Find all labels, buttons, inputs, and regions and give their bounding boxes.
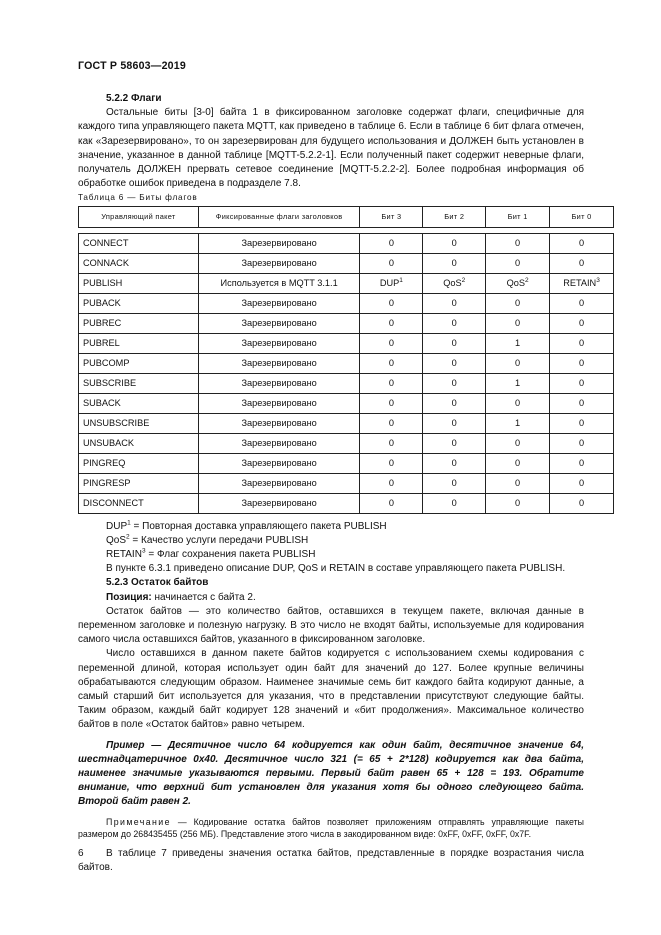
section-heading-5-2-3: 5.2.3 Остаток байтов (106, 577, 209, 589)
cell-value: PUBCOMP (83, 358, 130, 369)
footnote-reference: В пункте 6.3.1 приведено описание DUP, QoS и RETAIN в составе управляющего пакета PUBLISH. (106, 563, 566, 575)
table-cell (360, 393, 423, 413)
table-cell (550, 233, 614, 253)
table-cell (486, 353, 550, 373)
note-paragraph (78, 816, 584, 841)
table-row (79, 453, 614, 473)
table-cell (79, 393, 199, 413)
table-cell (360, 273, 423, 293)
cell-value: 0 (515, 318, 521, 329)
table-cell (360, 373, 423, 393)
remaining-length-paragraph-2: Число оставшихся в данном пакете байтов кодируется с использованием схемы кодирования с переменной длиной, которая использует один байт для значений до 127. Более крупные величины обрабатываются следующим образом. Наименее значимые семь бит каждого байта кодируют данные, а самый старший бит используется для указания, что в представлении присутствуют следующие байты. Таким образом, каждый байт кодирует 128 значений и «бит продолжения». Максимальное количество байтов в поле «Остаток байтов» равно четырем. (78, 648, 584, 731)
table-caption: Таблица 6 — Биты флагов (78, 193, 198, 203)
table-cell (198, 273, 360, 293)
cell-value: DUP (379, 278, 400, 289)
position-label: Позиция: (106, 591, 152, 603)
flags-paragraph: Остальные биты [3-0] байта 1 в фиксированном заголовке содержат флаги, специфичные для каждого типа управляющего пакета MQTT, как приведено в таблице 6. Если в таблице 6 бит флага отмечен, как «Зарезервировано», то он зарезервирован для будущего использования и ДОЛЖЕН быть установлен в значение, указанное в данной таблице [MQTT-5.2.2-1]. Если полученный пакет содержит неверные флаги, получатель ДОЛЖЕН прервать сетевое соединение [MQTT-5.2.2-2]. Более подробная информация об обработке ошибок приведена в подразделе 7.8. (78, 107, 584, 190)
cell-value: 1 (515, 378, 521, 389)
cell-value: 0 (578, 418, 585, 429)
table-cell (550, 273, 614, 293)
cell-value: 0 (388, 378, 394, 389)
footnote-sup: 2 (126, 533, 130, 541)
cell-value: SUBSCRIBE (83, 378, 137, 389)
table-cell (423, 353, 486, 373)
cell-value: 0 (388, 498, 394, 509)
cell-value: Зарезервировано (241, 398, 317, 409)
table-cell (550, 353, 614, 373)
table-cell (79, 493, 199, 513)
footnote-term: QoS (106, 534, 127, 546)
cell-value: 0 (515, 238, 521, 249)
table-row (79, 313, 614, 333)
table-cell (79, 253, 199, 273)
page-content (78, 92, 600, 875)
table-cell (360, 233, 423, 253)
cell-value: Зарезервировано (241, 478, 317, 489)
footnote-text: = Флаг сохранения пакета PUBLISH (145, 549, 316, 561)
cell-value: PUBLISH (83, 278, 123, 289)
table-cell (198, 473, 360, 493)
table-row (79, 273, 614, 293)
table-cell (360, 353, 423, 373)
remaining-length-paragraph-3: В таблице 7 приведены значения остатка байтов, представленные в порядке возрастания числа байтов. (78, 847, 584, 873)
cell-value: 0 (451, 418, 457, 429)
table-cell (198, 253, 360, 273)
flags-table (78, 206, 614, 514)
cell-value: QoS (443, 278, 462, 289)
cell-value: 0 (388, 438, 394, 449)
cell-value: 0 (515, 478, 521, 489)
header-cell: Управляющий пакет (79, 206, 199, 227)
cell-value: 0 (451, 258, 457, 269)
table-cell (198, 413, 360, 433)
header-cell: Бит 3 (360, 206, 423, 227)
note-label: Примечание (106, 816, 171, 827)
cell-value: 0 (388, 418, 394, 429)
table-cell (550, 473, 614, 493)
table-cell (360, 313, 423, 333)
table-body (79, 233, 614, 513)
table-row (79, 353, 614, 373)
table-cell (79, 233, 199, 253)
table-cell (360, 433, 423, 453)
cell-value: 0 (388, 318, 394, 329)
table-cell (79, 413, 199, 433)
table-row (79, 373, 614, 393)
cell-value: 0 (578, 298, 585, 309)
cell-value: PUBACK (83, 298, 121, 309)
cell-value: 0 (578, 498, 585, 509)
table-cell (550, 253, 614, 273)
cell-value: 0 (578, 258, 585, 269)
table-cell (486, 233, 550, 253)
section-heading-5-2-2: 5.2.2 Флаги (106, 93, 162, 104)
cell-value: 0 (451, 438, 457, 449)
table-cell (486, 393, 550, 413)
table-cell (79, 293, 199, 313)
cell-value: 0 (451, 298, 457, 309)
table-row (79, 393, 614, 413)
cell-value: Зарезервировано (241, 378, 317, 389)
table-header-row (79, 206, 614, 227)
cell-value: 0 (515, 498, 521, 509)
table-cell (486, 453, 550, 473)
table-cell (198, 313, 360, 333)
table-row (79, 493, 614, 513)
table-cell (423, 293, 486, 313)
footnote-marker: 2 (524, 276, 529, 284)
table-cell (79, 353, 199, 373)
position-line (106, 591, 584, 605)
table-cell (360, 453, 423, 473)
cell-value: Зарезервировано (241, 438, 317, 449)
table-cell (486, 273, 550, 293)
table-cell (486, 333, 550, 353)
cell-value: 0 (451, 378, 457, 389)
position-text: начинается с байта 2. (151, 591, 256, 603)
cell-value: UNSUBSCRIBE (83, 418, 150, 429)
header-cell: Бит 0 (550, 206, 614, 227)
cell-value: QoS (506, 278, 525, 289)
cell-value: Зарезервировано (241, 298, 317, 309)
table-cell (423, 373, 486, 393)
table-cell (360, 473, 423, 493)
table-row (79, 293, 614, 313)
table-row (79, 433, 614, 453)
table-cell (198, 233, 360, 253)
table-cell (360, 293, 423, 313)
cell-value: 0 (578, 238, 585, 249)
table-cell (423, 233, 486, 253)
table-cell (486, 473, 550, 493)
table-cell (79, 453, 199, 473)
table-cell (550, 333, 614, 353)
table-row (79, 413, 614, 433)
document-id: ГОСТ Р 58603—2019 (78, 60, 186, 72)
cell-value: Зарезервировано (241, 418, 317, 429)
cell-value: 0 (515, 458, 521, 469)
remaining-length-paragraph-1: Остаток байтов — это количество байтов, оставшихся в текущем пакете, включая данные в переменном заголовке и полезную нагрузку. В это число не входят байты, используемые для кодирования самого числа оставшихся байтов, указанного в фиксированном заголовке. (78, 605, 584, 646)
cell-value: PUBREL (83, 338, 120, 349)
example-paragraph: Пример — Десятичное число 64 кодируется как один байт, десятичное значение 64, шестнадцатеричное 0x40. Десятичное число 321 (= 65 + 2*128) кодируется как два байта, наименее значимые указываются первыми. Первый байт равен 65 + 128 = 193. Обратите внимание, что верхний бит установлен для указания хотя бы одного следующего байта. Второй байт равен 2. (78, 739, 584, 808)
footnote-sup: 3 (141, 547, 146, 555)
footnote-term: RETAIN (106, 549, 142, 561)
table-cell (423, 333, 486, 353)
footnote-marker: 2 (461, 276, 466, 284)
footnote-marker: 1 (399, 276, 403, 284)
table-cell (198, 353, 360, 373)
footnote-qos (106, 534, 584, 548)
table-cell (423, 253, 486, 273)
cell-value: 0 (451, 318, 457, 329)
table-cell (486, 313, 550, 333)
table-cell (550, 413, 614, 433)
cell-value: CONNECT (83, 238, 129, 249)
table-cell (550, 493, 614, 513)
table-cell (79, 433, 199, 453)
cell-value: 0 (451, 338, 457, 349)
table-cell (550, 293, 614, 313)
table-cell (79, 333, 199, 353)
footnote-dup (106, 520, 584, 534)
cell-value: SUBACK (83, 398, 121, 409)
cell-value: 0 (388, 258, 394, 269)
cell-value: Зарезервировано (241, 258, 317, 269)
table-cell (550, 393, 614, 413)
table-cell (550, 313, 614, 333)
cell-value: 0 (451, 398, 457, 409)
cell-value: 0 (451, 478, 457, 489)
cell-value: Зарезервировано (241, 238, 317, 249)
cell-value: 0 (388, 338, 394, 349)
table-cell (486, 293, 550, 313)
cell-value: 0 (578, 438, 585, 449)
cell-value: 0 (515, 398, 521, 409)
cell-value: CONNACK (83, 258, 129, 269)
cell-value: Зарезервировано (241, 458, 317, 469)
table-cell (550, 373, 614, 393)
note-text: — Кодирование остатка байтов позволяет приложениям отправлять управляющие пакеты размером до 268435455 (256 МБ). Представление этого числа в закодированном виде: 0xFF, 0xFF, 0xFF, 0x7F. (78, 816, 584, 840)
table-cell (423, 273, 486, 293)
cell-value: 0 (388, 478, 394, 489)
table-row (79, 233, 614, 253)
cell-value: 0 (388, 358, 394, 369)
cell-value: 0 (578, 358, 585, 369)
table-cell (79, 373, 199, 393)
table-cell (360, 253, 423, 273)
footnotes (78, 520, 584, 605)
cell-value: 0 (578, 458, 585, 469)
cell-value: 0 (578, 338, 585, 349)
table-cell (198, 493, 360, 513)
table-cell (423, 433, 486, 453)
footnote-text: = Повторная доставка управляющего пакета PUBLISH (130, 520, 387, 532)
footnote-retain (106, 548, 584, 562)
table-row (79, 473, 614, 493)
cell-value: PINGREQ (83, 458, 126, 469)
table-cell (423, 453, 486, 473)
table-cell (198, 333, 360, 353)
table-cell (79, 473, 199, 493)
cell-value: Зарезервировано (241, 358, 317, 369)
cell-value: 0 (388, 238, 394, 249)
table-cell (550, 453, 614, 473)
header-cell: Бит 2 (423, 206, 486, 227)
table-cell (486, 413, 550, 433)
table-cell (360, 333, 423, 353)
table-cell (198, 393, 360, 413)
table-cell (486, 373, 550, 393)
footnote-text: = Качество услуги передачи PUBLISH (129, 534, 309, 546)
cell-value: 0 (388, 298, 394, 309)
cell-value: 0 (451, 458, 457, 469)
cell-value: 1 (515, 338, 521, 349)
cell-value: 0 (578, 378, 585, 389)
table-row (79, 253, 614, 273)
cell-value: 0 (578, 398, 585, 409)
table-cell (360, 413, 423, 433)
cell-value: Зарезервировано (241, 338, 317, 349)
table-cell (423, 313, 486, 333)
cell-value: 0 (578, 318, 585, 329)
cell-value: 0 (388, 458, 394, 469)
cell-value: DISCONNECT (83, 498, 144, 509)
cell-value: 0 (515, 438, 521, 449)
cell-value: 0 (578, 478, 585, 489)
table-cell (550, 433, 614, 453)
cell-value: Зарезервировано (241, 318, 317, 329)
cell-value: PINGRESP (83, 478, 131, 489)
table-cell (423, 493, 486, 513)
table-cell (486, 493, 550, 513)
table-cell (423, 473, 486, 493)
page-number: 6 (78, 848, 84, 859)
cell-value: 0 (388, 398, 394, 409)
cell-value: 0 (515, 298, 521, 309)
table-row (79, 333, 614, 353)
table-cell (198, 373, 360, 393)
cell-value: Зарезервировано (241, 498, 317, 509)
table-cell (423, 393, 486, 413)
cell-value: 0 (451, 498, 457, 509)
footnote-term: DUP (106, 520, 128, 532)
cell-value: Используется в MQTT 3.1.1 (220, 278, 338, 289)
table-cell (198, 433, 360, 453)
cell-value: 0 (515, 258, 521, 269)
footnote-sup: 1 (127, 519, 131, 527)
cell-value: 0 (451, 238, 457, 249)
cell-value: 1 (515, 418, 521, 429)
header-cell: Фиксированные флаги заголовков (198, 206, 360, 227)
cell-value: PUBREC (83, 318, 122, 329)
table-cell (423, 413, 486, 433)
table-cell (79, 313, 199, 333)
table-cell (486, 253, 550, 273)
cell-value: RETAIN (563, 278, 597, 289)
cell-value: 0 (515, 358, 521, 369)
header-cell: Бит 1 (486, 206, 550, 227)
cell-value: 0 (451, 358, 457, 369)
footnote-marker: 3 (596, 276, 600, 284)
cell-value: UNSUBACK (83, 438, 135, 449)
table-cell (198, 293, 360, 313)
table-cell (79, 273, 199, 293)
table-cell (198, 453, 360, 473)
table-cell (486, 433, 550, 453)
table-cell (360, 493, 423, 513)
